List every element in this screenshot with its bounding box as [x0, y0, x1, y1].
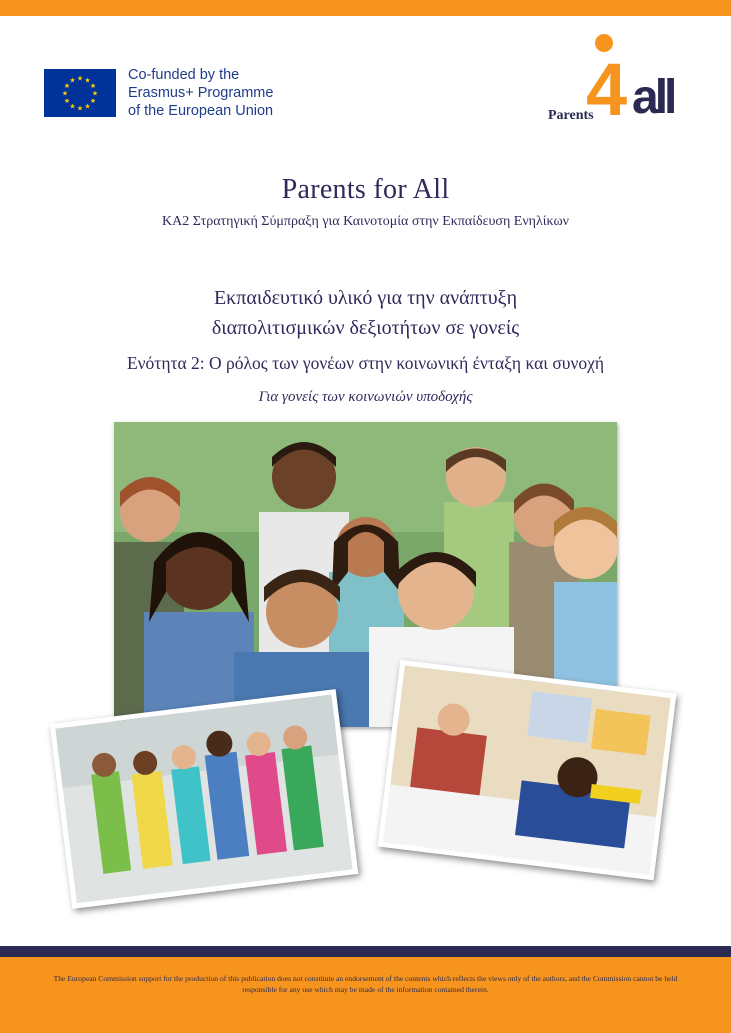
teens-hallway-photo	[50, 689, 359, 909]
eu-flag-icon	[44, 69, 116, 117]
document-subtitle: KA2 Στρατηγική Σύμπραξη για Καινοτομία στην Εκπαίδευση Ενηλίκων	[161, 214, 570, 229]
disclaimer-line-1: The European Commission support for the production of this publication does not constitute an endorsement of the contents which reflects the views only of the authors, and the Commission cannot be held	[53, 974, 678, 983]
document-heading	[0, 283, 731, 343]
eu-star-icon: ★	[63, 82, 71, 90]
eu-star-icon: ★	[76, 104, 84, 113]
eu-star-icon: ★	[61, 89, 69, 98]
eu-star-icon: ★	[91, 89, 99, 98]
parents4all-logo	[546, 33, 692, 123]
eu-star-icon: ★	[84, 102, 91, 111]
document-title: Parents for All	[281, 174, 450, 205]
eu-star-icon: ★	[63, 97, 71, 105]
eu-star-icon: ★	[84, 76, 91, 85]
footer	[0, 957, 731, 1033]
heading-line-2: διαπολιτισμικών δεξιοτήτων σε γονείς	[211, 317, 520, 339]
eu-text-line-1: Co-funded by the	[128, 67, 240, 83]
logo-mark-four: 4	[586, 48, 628, 123]
unit-title: Ενότητα 2: Ο ρόλος των γονέων στην κοινωνική ένταξη και συνοχή	[126, 353, 605, 373]
eu-star-icon: ★	[69, 102, 76, 111]
eu-star-icon: ★	[69, 76, 76, 85]
top-accent-bar	[0, 0, 731, 16]
logo-text-parents: Parents	[548, 108, 594, 123]
eu-cofunded-text	[128, 66, 273, 120]
audience-text: Για γονείς των κοινωνιών υποδοχής	[258, 389, 473, 405]
classroom-writing-photo	[378, 660, 677, 880]
heading-line-1: Εκπαιδευτικό υλικό για την ανάπτυξη	[213, 287, 518, 309]
eu-text-line-3: of the European Union	[128, 103, 274, 119]
footer-navy-bar	[0, 946, 731, 957]
eu-text-line-2: Erasmus+ Programme	[128, 85, 274, 101]
eu-star-icon: ★	[89, 97, 97, 105]
eu-star-icon: ★	[89, 82, 97, 90]
logo-text-all: all	[632, 71, 674, 123]
disclaimer-line-2: responsible for any use which may be made of the information contained therein.	[242, 985, 489, 994]
disclaimer-text	[0, 973, 731, 995]
eu-star-icon: ★	[76, 74, 84, 83]
